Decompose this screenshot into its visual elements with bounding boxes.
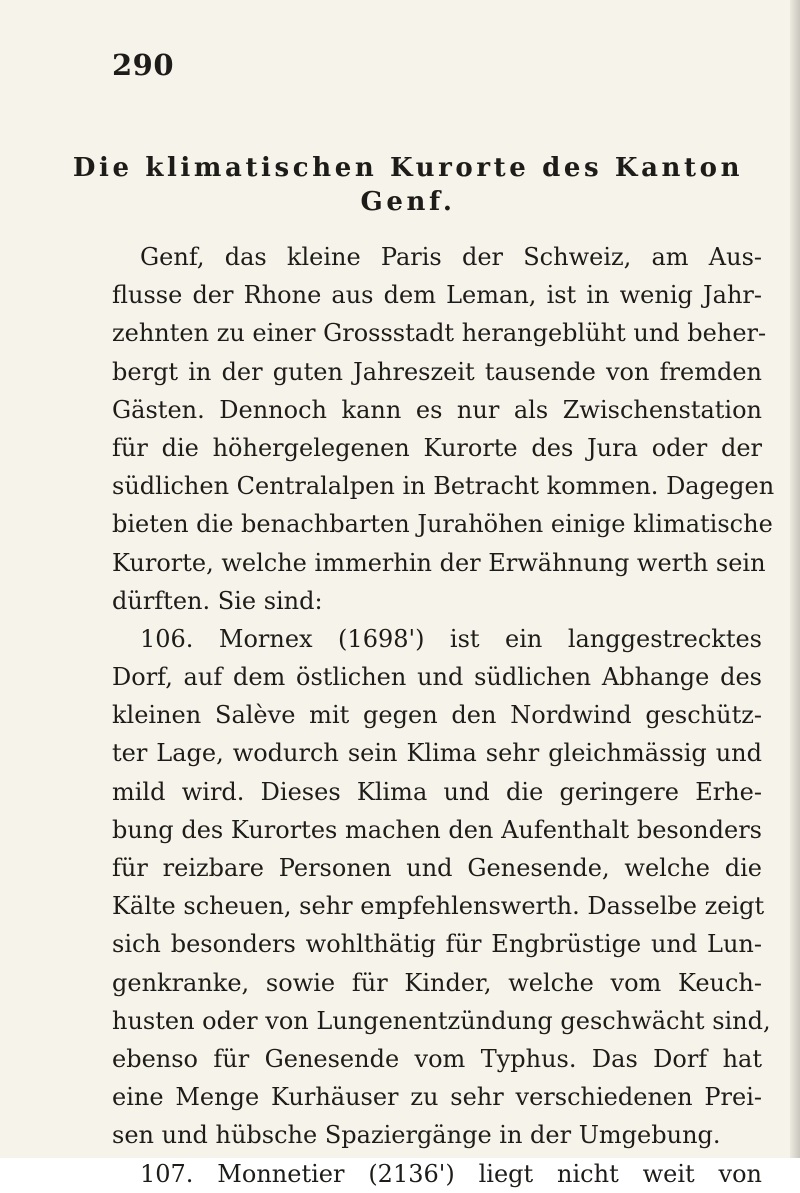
text-line: bung des Kurortes machen den Aufenthalt besonders (112, 815, 762, 844)
text-line: mild wird. Dieses Klima und die geringere Erhe- (112, 777, 762, 806)
text-line: Gästen. Dennoch kann es nur als Zwischenstation (112, 395, 762, 424)
text-line: südlichen Centralalpen in Betracht kommen. Dagegen (112, 472, 775, 501)
text-line: 107. Monnetier (2136') liegt nicht weit von (140, 1159, 762, 1188)
text-line: dürften. Sie sind: (112, 586, 323, 615)
body-text (112, 238, 775, 1193)
text-line: für die höhergelegenen Kurorte des Jura oder der (112, 433, 762, 462)
text-line: 106. Mornex (1698') ist ein langgestrecktes (140, 624, 762, 653)
text-line: flusse der Rhone aus dem Leman, ist in wenig Jahr- (112, 281, 762, 310)
text-line: ebenso für Genesende vom Typhus. Das Dorf hat (112, 1044, 762, 1073)
page-number: 290 (112, 48, 175, 82)
text-line: eine Menge Kurhäuser zu sehr verschiedenen Prei- (112, 1083, 762, 1112)
text-line: Kurorte, welche immerhin der Erwähnung werth sein (112, 548, 766, 577)
chapter-title-line-1: Die klimatischen Kurorte des Kanton (72, 153, 744, 183)
text-line: ter Lage, wodurch sein Klima sehr gleichmässig und (112, 739, 762, 768)
text-line: sich besonders wohlthätig für Engbrüstige und Lun- (112, 930, 762, 959)
text-line: zehnten zu einer Grossstadt herangeblüht und beher- (112, 319, 767, 348)
text-line: sen und hübsche Spaziergänge in der Umgebung. (112, 1121, 721, 1150)
text-line: Kälte scheuen, sehr empfehlenswerth. Dasselbe zeigt (112, 892, 765, 921)
chapter-title-line-2: Genf. (360, 187, 456, 217)
text-line: bieten die benachbarten Jurahöhen einige klimatische (112, 510, 773, 539)
text-line: für reizbare Personen und Genesende, welche die (112, 854, 762, 882)
text-line: kleinen Salève mit gegen den Nordwind geschütz- (112, 701, 762, 730)
text-line: husten oder von Lungenentzündung geschwächt sind, (112, 1006, 771, 1035)
text-line: genkranke, sowie für Kinder, welche vom Keuch- (112, 968, 762, 997)
text-line: Genf, das kleine Paris der Schweiz, am Aus- (140, 243, 762, 271)
text-line: bergt in der guten Jahreszeit tausende von fremden (112, 357, 762, 386)
text-line: Dorf, auf dem östlichen und südlichen Abhange des (112, 663, 762, 692)
page-edge-shadow (790, 0, 800, 1158)
